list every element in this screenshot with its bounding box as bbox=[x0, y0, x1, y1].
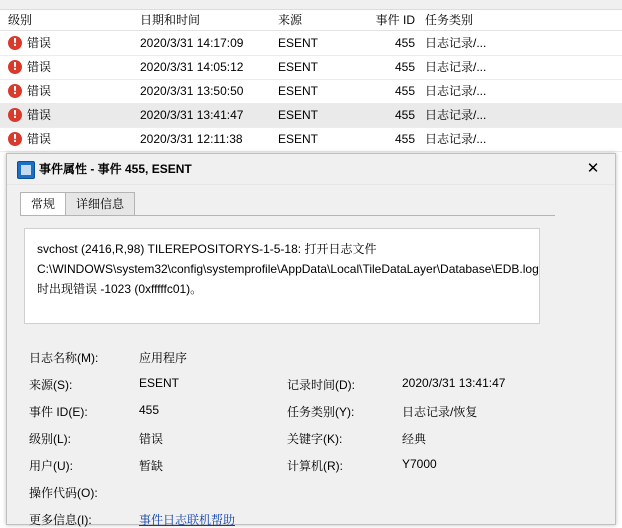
event-properties-icon bbox=[17, 161, 35, 179]
value-level: 错误 bbox=[139, 432, 164, 446]
cell-level: 错误 bbox=[27, 36, 52, 50]
column-header-source[interactable]: 来源 bbox=[278, 13, 303, 27]
column-header-datetime[interactable]: 日期和时间 bbox=[140, 13, 201, 27]
label-event-id: 事件 ID(E): bbox=[29, 405, 88, 419]
label-keywords: 关键字(K): bbox=[287, 432, 343, 446]
cell-task-category: 日志记录/... bbox=[425, 36, 487, 50]
cell-event-id: 455 bbox=[394, 36, 415, 50]
column-header-level[interactable]: 级别 bbox=[8, 13, 33, 27]
window-top-strip bbox=[0, 0, 622, 10]
error-icon: ! bbox=[8, 108, 22, 122]
cell-event-id: 455 bbox=[394, 108, 415, 122]
table-row[interactable] bbox=[0, 55, 622, 80]
cell-task-category: 日志记录/... bbox=[425, 132, 487, 146]
cell-source: ESENT bbox=[278, 108, 319, 122]
cell-datetime: 2020/3/31 14:17:09 bbox=[140, 36, 244, 50]
cell-level: 错误 bbox=[27, 84, 52, 98]
cell-event-id: 455 bbox=[394, 84, 415, 98]
label-task-category: 任务类别(Y): bbox=[287, 405, 355, 419]
event-properties-dialog bbox=[6, 153, 616, 525]
label-user: 用户(U): bbox=[29, 459, 73, 473]
cell-source: ESENT bbox=[278, 60, 319, 74]
cell-level: 错误 bbox=[27, 60, 52, 74]
label-opcode: 操作代码(O): bbox=[29, 486, 98, 500]
cell-task-category: 日志记录/... bbox=[425, 84, 487, 98]
cell-source: ESENT bbox=[278, 132, 319, 146]
cell-event-id: 455 bbox=[394, 60, 415, 74]
label-computer: 计算机(R): bbox=[287, 459, 343, 473]
cell-task-category: 日志记录/... bbox=[425, 108, 487, 122]
column-header-task-category[interactable]: 任务类别 bbox=[425, 13, 474, 27]
value-logged: 2020/3/31 13:41:47 bbox=[402, 376, 506, 390]
value-task-category: 日志记录/恢复 bbox=[402, 405, 478, 419]
cell-level: 错误 bbox=[27, 108, 52, 122]
table-row[interactable] bbox=[0, 103, 622, 128]
cell-datetime: 2020/3/31 12:11:38 bbox=[140, 132, 243, 146]
tab-strip bbox=[20, 192, 134, 216]
table-row[interactable] bbox=[0, 31, 622, 56]
tab-details[interactable]: 详细信息 bbox=[65, 192, 135, 216]
label-logged: 记录时间(D): bbox=[287, 378, 355, 392]
error-icon: ! bbox=[8, 60, 22, 74]
error-icon: ! bbox=[8, 84, 22, 98]
label-source: 来源(S): bbox=[29, 378, 73, 392]
cell-datetime: 2020/3/31 13:50:50 bbox=[140, 84, 244, 98]
dialog-titlebar[interactable] bbox=[7, 154, 615, 185]
event-description[interactable]: svchost (2416,R,98) TILEREPOSITORYS-1-5-18: 打开日志文件 C:\WINDOWS\system32\config\systemprofile\AppData\Local\TileDataLayer\Database\EDB.log 时出现错误 -1023 (0xfffffc01)。 bbox=[24, 228, 540, 324]
error-icon: ! bbox=[8, 132, 22, 146]
value-user: 暂缺 bbox=[139, 459, 164, 473]
cell-level: 错误 bbox=[27, 132, 52, 146]
cell-task-category: 日志记录/... bbox=[425, 60, 487, 74]
value-source: ESENT bbox=[139, 376, 180, 390]
table-row[interactable] bbox=[0, 79, 622, 104]
column-header-event-id[interactable]: 事件 ID bbox=[375, 13, 415, 27]
label-level: 级别(L): bbox=[29, 432, 72, 446]
cell-event-id: 455 bbox=[394, 132, 415, 146]
cell-source: ESENT bbox=[278, 84, 319, 98]
dialog-title: 事件属性 - 事件 455, ESENT bbox=[39, 162, 192, 176]
close-icon[interactable]: ✕ bbox=[586, 159, 600, 177]
label-log-name: 日志名称(M): bbox=[29, 351, 99, 365]
value-keywords: 经典 bbox=[402, 432, 427, 446]
value-event-id: 455 bbox=[139, 403, 160, 417]
event-list-header bbox=[0, 10, 622, 31]
cell-datetime: 2020/3/31 13:41:47 bbox=[140, 108, 244, 122]
table-row[interactable] bbox=[0, 127, 622, 152]
error-icon: ! bbox=[8, 36, 22, 50]
cell-datetime: 2020/3/31 14:05:12 bbox=[140, 60, 244, 74]
value-log-name: 应用程序 bbox=[139, 351, 188, 365]
cell-source: ESENT bbox=[278, 36, 319, 50]
tab-general[interactable]: 常规 bbox=[20, 192, 66, 217]
value-computer: Y7000 bbox=[402, 457, 437, 471]
label-more-info: 更多信息(I): bbox=[29, 513, 92, 527]
more-info-link[interactable]: 事件日志联机帮助 bbox=[139, 513, 236, 527]
